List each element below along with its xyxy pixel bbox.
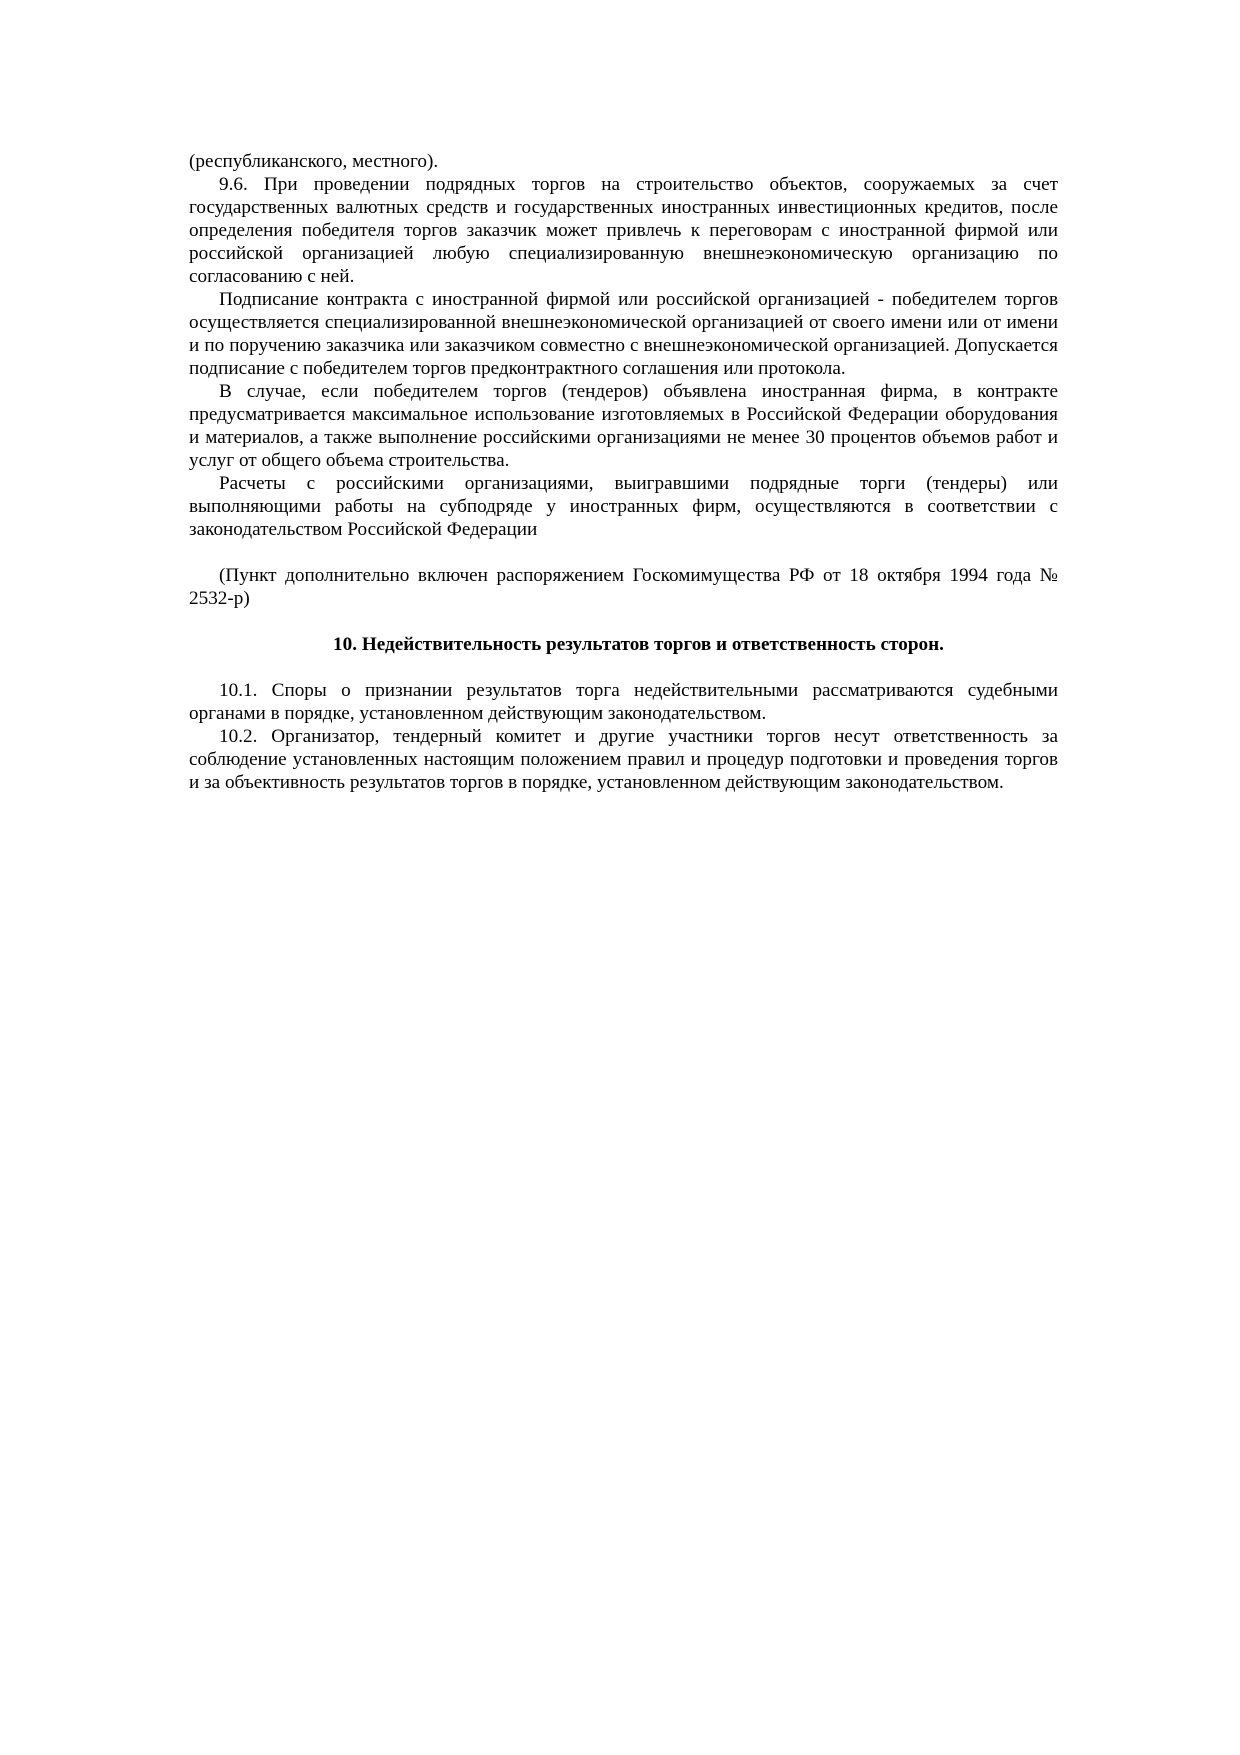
paragraph-foreign-winner: В случае, если победителем торгов (тендеров) объявлена иностранная фирма, в контракте предусматривается максимальное использование изготовляемых в Российской Федерации оборудования и материалов, а также выполнение российскими организациями не менее 30 процентов объемов работ и услуг от общего объема строительства.	[189, 381, 1058, 471]
paragraph-10-1: 10.1. Споры о признании результатов торга недействительными рассматриваются судебными органами в порядке, установленном действующим законодательством.	[189, 680, 1058, 724]
paragraph-settlements: Расчеты с российскими организациями, выигравшими подрядные торги (тендеры) или выполняющими работы на субподряде у иностранных фирм, осуществляются в соответствии с законодательством Российской Федерации	[189, 473, 1058, 540]
paragraph-10-2: 10.2. Организатор, тендерный комитет и другие участники торгов несут ответственность за соблюдение установленных настоящим положением правил и процедур подготовки и проведения торгов и за объективность результатов торгов в порядке, установленном действующим законодательством.	[189, 726, 1058, 793]
blank-line	[189, 656, 1058, 679]
blank-line	[189, 610, 1058, 633]
section-10-heading: 10. Недействительность результатов торгов и ответственность сторон.	[333, 634, 944, 655]
paragraph-contract-signing: Подписание контракта с иностранной фирмой или российской организацией - победителем торгов осуществляется специализированной внешнеэкономической организацией от своего имени или от имени и по поручению заказчика или заказчиком совместно с внешнеэкономической организацией. Допускается подписание с победителем торгов предконтрактного соглашения или протокола.	[189, 289, 1058, 379]
amendment-note: (Пункт дополнительно включен распоряжением Госкомимущества РФ от 18 октября 1994 года № 2532-р)	[189, 565, 1058, 609]
paragraph-9-6: 9.6. При проведении подрядных торгов на строительство объектов, сооружаемых за счет государственных валютных средств и государственных иностранных инвестиционных кредитов, после определения победителя торгов заказчик может привлечь к переговорам с иностранной фирмой или российской организацией любую специализированную внешнеэкономическую организацию по согласованию с ней.	[189, 174, 1058, 287]
paragraph-continuation: (республиканского, местного).	[189, 151, 439, 172]
blank-line	[189, 541, 1058, 564]
document-page	[189, 150, 1058, 794]
